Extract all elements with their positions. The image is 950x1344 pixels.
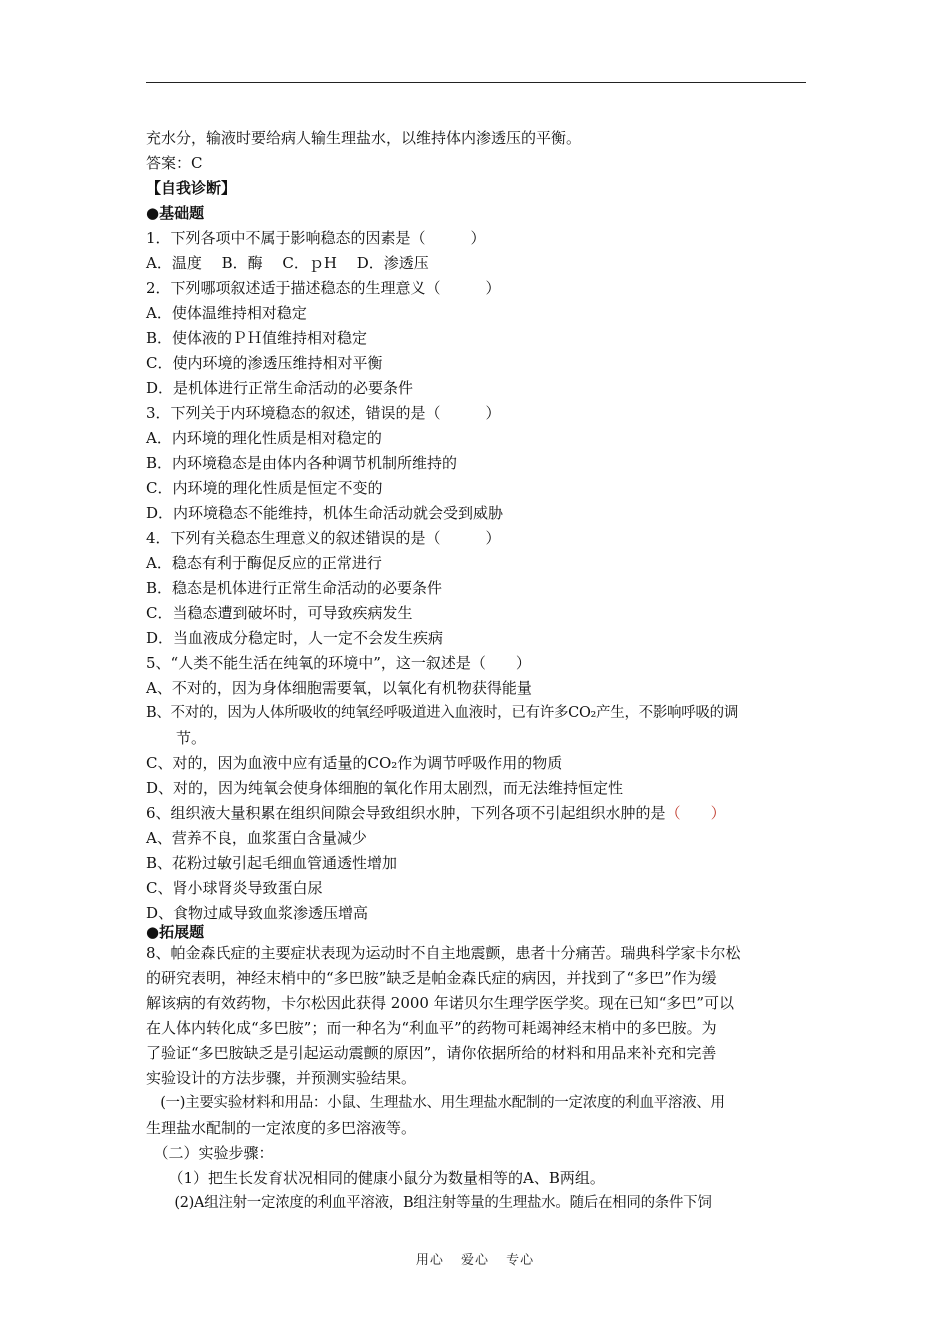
footer-word: 用心 (415, 1253, 444, 1268)
question-line: B、不对的，因为人体所吸收的纯氧经呼吸道进入血液时，已有许多CO₂产生，不影响呼吸的调 (146, 705, 739, 721)
header-rule (146, 82, 806, 83)
paragraph-line: 了验证“多巴胺缺乏是引起运动震颤的原因”，请你依据所给的材料和用品来补充和完善 (146, 1044, 717, 1062)
question-line: 5、“人类不能生活在纯氧的环境中”，这一叙述是（ ） (146, 654, 531, 672)
option-line: A、营养不良，血浆蛋白含量减少 (146, 829, 367, 847)
question-6-text: 6、组织液大量积累在组织间隙会导致组织水肿，下列各项不引起组织水肿的是 (146, 804, 666, 822)
paragraph-line: (一)主要实验材料和用品：小鼠、生理盐水、用生理盐水配制的一定浓度的利血平溶液、用 (146, 1095, 725, 1111)
text-line: 充水分，输液时要给病人输生理盐水，以维持体内渗透压的平衡。 (146, 129, 582, 147)
question-line: B．内环境稳态是由体内各种调节机制所维持的 (146, 454, 458, 472)
paragraph-line: 解该病的有效药物，卡尔松因此获得 2000 年诺贝尔生理学医学奖。现在已知“多巴”可以 (146, 994, 735, 1012)
question-line: C．使内环境的渗透压维持相对平衡 (146, 354, 383, 372)
question-line: C、对的，因为血液中应有适量的CO₂作为调节呼吸作用的物质 (146, 754, 563, 772)
question-6-line (146, 803, 726, 823)
footer-word: 爱心 (460, 1253, 489, 1268)
paragraph-line: 在人体内转化成“多巴胺”；而一种名为“利血平”的药物可耗竭神经末梢中的多巴胺。为 (146, 1019, 717, 1037)
paragraph-line: （1）把生长发育状况相同的健康小鼠分为数量相等的A、B两组。 (146, 1169, 605, 1187)
paragraph-line: (2)A组注射一定浓度的利血平溶液，B组注射等量的生理盐水。随后在相同的条件下饲 (146, 1195, 712, 1211)
question-line: A．稳态有利于酶促反应的正常进行 (146, 554, 382, 572)
self-diagnosis-heading: 【自我诊断】 (146, 179, 237, 197)
question-line: 3．下列关于内环境稳态的叙述，错误的是（ ） (146, 404, 501, 422)
question-line: C．内环境的理化性质是恒定不变的 (146, 479, 383, 497)
question-line: C．当稳态遭到破坏时，可导致疾病发生 (146, 604, 413, 622)
question-6-answer-blank: （ ） (665, 804, 726, 822)
option-line: D、食物过咸导致血浆渗透压增高 (146, 904, 369, 922)
question-line: B．稳态是机体进行正常生命活动的必要条件 (146, 579, 443, 597)
question-line: A．使体温维持相对稳定 (146, 304, 307, 322)
option-line: C、肾小球肾炎导致蛋白尿 (146, 879, 323, 897)
page-footer (0, 1249, 950, 1268)
paragraph-line: 实验设计的方法步骤，并预测实验结果。 (146, 1069, 417, 1087)
option-line: B、花粉过敏引起毛细血管通透性增加 (146, 854, 398, 872)
answer-line: 答案：C (146, 154, 203, 172)
footer-word: 专心 (506, 1253, 535, 1268)
basic-heading: ●基础题 (146, 204, 205, 222)
question-line: D．是机体进行正常生命活动的必要条件 (146, 379, 414, 397)
paragraph-line: 的研究表明，神经末梢中的“多巴胺”缺乏是帕金森氏症的病因，并找到了“多巴”作为缓 (146, 969, 717, 987)
paragraph-line: （二）实验步骤： (146, 1144, 274, 1162)
question-line: 1．下列各项中不属于影响稳态的因素是（ ） (146, 229, 486, 247)
question-line: 节。 (146, 729, 207, 747)
question-line: D．当血液成分稳定时，人一定不会发生疾病 (146, 629, 444, 647)
question-line: 2．下列哪项叙述适于描述稳态的生理意义（ ） (146, 279, 501, 297)
question-line: B．使体液的ＰＨ值维持相对稳定 (146, 329, 368, 347)
paragraph-line: 8、帕金森氏症的主要症状表现为运动时不自主地震颤，患者十分痛苦。瑞典科学家卡尔松 (146, 944, 741, 962)
question-line: A、不对的，因为身体细胞需要氧，以氧化有机物获得能量 (146, 679, 532, 697)
question-line: D、对的，因为纯氧会使身体细胞的氧化作用太剧烈，而无法维持恒定性 (146, 779, 624, 797)
question-line: 4．下列有关稳态生理意义的叙述错误的是（ ） (146, 529, 501, 547)
extended-heading: ●拓展题 (146, 923, 205, 941)
paragraph-line: 生理盐水配制的一定浓度的多巴溶液等。 (146, 1119, 417, 1137)
question-line: D．内环境稳态不能维持，机体生命活动就会受到威胁 (146, 504, 504, 522)
question-line: A．温度 B．酶 C．ｐH D．渗透压 (146, 254, 429, 272)
question-line: A．内环境的理化性质是相对稳定的 (146, 429, 382, 447)
